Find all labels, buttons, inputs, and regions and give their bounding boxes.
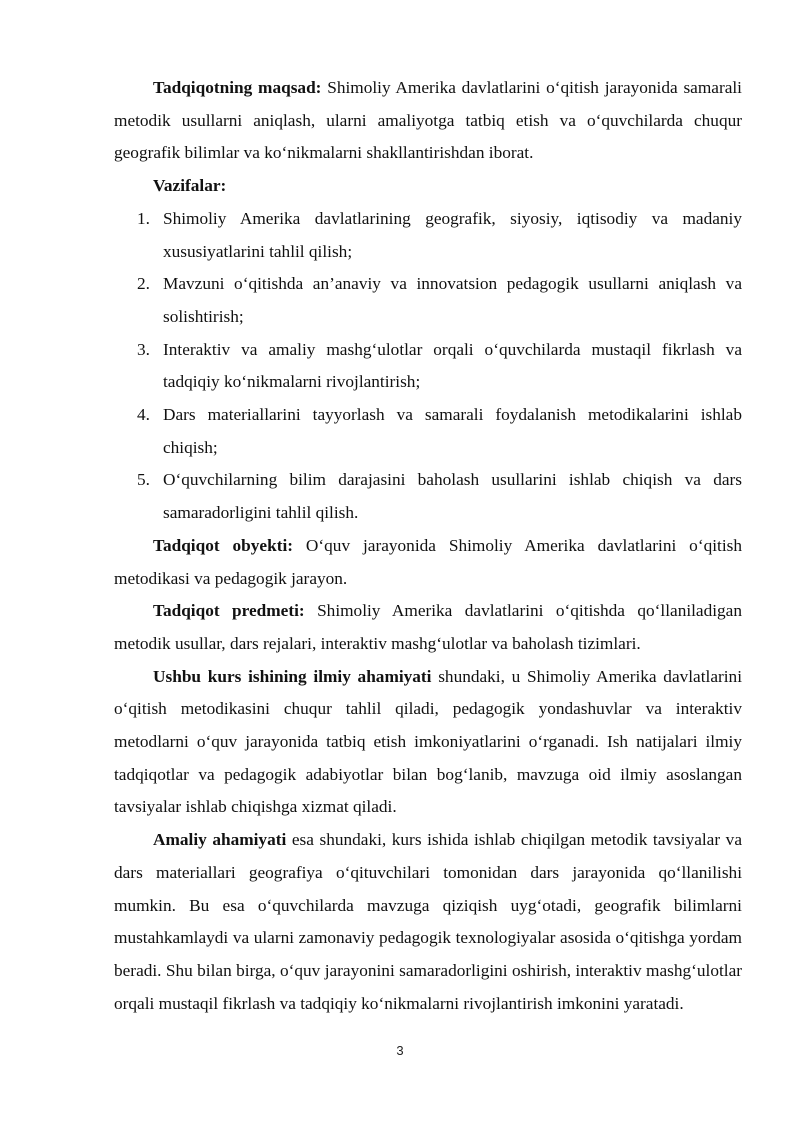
purpose-paragraph	[114, 72, 742, 170]
list-item-number: 2.	[137, 274, 150, 294]
list-item	[114, 464, 742, 529]
practical-significance-paragraph	[114, 824, 742, 1020]
subject-label: Tadqiqot predmeti:	[153, 601, 305, 621]
list-item-number: 5.	[137, 470, 150, 490]
practical-significance-label: Amaliy ahamiyati	[153, 830, 287, 850]
list-item	[114, 334, 742, 399]
subject-text: Shimoliy Amerika davlatlarini o‘qitishda qo‘llaniladigan metodik usullar, dars rejalari, interaktiv mashg‘ulotlar va baholash tizimlari.	[114, 601, 742, 653]
scientific-significance-paragraph	[114, 661, 742, 825]
object-text: O‘quv jarayonida Shimoliy Amerika davlatlarini o‘qitish metodikasi va pedagogik jarayon.	[114, 535, 742, 588]
list-item-number: 3.	[137, 339, 150, 359]
scientific-significance-text: shundaki, u Shimoliy Amerika davlatlarini o‘qitish metodikasini chuqur tahlil qiladi, pedagogik yondashuvlar va interaktiv metodlarni o‘quv jarayonida tatbiq etish imkoniyatlarini o‘rganadi. Ish natijalari ilmiy tadqiqotlar va pedagogik adabiyotlar bilan bog‘lanib, mavzuga oid ilmiy asoslangan tavsiyalar ishlab chiqishga xizmat qiladi.	[114, 666, 742, 817]
purpose-label: Tadqiqotning maqsad:	[153, 78, 322, 97]
purpose-text: Shimoliy Amerika davlatlarini o‘qitish jarayonida samarali metodik usullarni aniqlash, ularni amaliyotga tatbiq etish va o‘quvchilarda chuqur geografik bilimlar va ko‘nikmalarni shakllantirishdan iborat.	[114, 78, 742, 163]
tasks-heading: Vazifalar:	[153, 176, 227, 196]
list-item-text: Dars materiallarini tayyorlash va samarali foydalanish metodikalarini ishlab chiqish;	[163, 405, 742, 457]
tasks-list	[114, 203, 742, 530]
list-item-number: 4.	[137, 405, 150, 425]
list-item-text: O‘quvchilarning bilim darajasini baholash usullarini ishlab chiqish va dars samaradorligini tahlil qilish.	[163, 470, 742, 523]
list-item-text: Interaktiv va amaliy mashg‘ulotlar orqali o‘quvchilarda mustaqil fikrlash va tadqiqiy ko‘nikmalarni rivojlantirish;	[163, 339, 742, 392]
list-item-number: 1.	[137, 208, 150, 228]
scientific-significance-label: Ushbu kurs ishining ilmiy ahamiyati	[153, 666, 432, 686]
subject-paragraph	[114, 595, 742, 660]
object-label: Tadqiqot obyekti:	[153, 535, 294, 555]
list-item	[114, 203, 742, 268]
list-item	[114, 399, 742, 464]
list-item	[114, 268, 742, 333]
page-number: 3	[396, 1043, 404, 1058]
practical-significance-text: esa shundaki, kurs ishida ishlab chiqilgan metodik tavsiyalar va dars materiallari geografiya o‘qituvchilari tomonidan dars jarayonida qo‘llanilishi mumkin. Bu esa o‘quvchilarda mavzuga qiziqish uyg‘otadi, geografik bilimlarni mustahkamlaydi va ularni zamonaviy pedagogik texnologiyalar asosida o‘qitishga yordam beradi. Shu bilan birga, o‘quv jarayonini samaradorligini oshirish, interaktiv mashg‘ulotlar orqali mustaqil fikrlash va tadqiqiy ko‘nikmalarni rivojlantirish imkonini yaratadi.	[114, 830, 742, 1013]
list-item-text: Shimoliy Amerika davlatlarining geografik, siyosiy, iqtisodiy va madaniy xususiyatlarini tahlil qilish;	[163, 208, 742, 261]
list-item-text: Mavzuni o‘qitishda an’anaviy va innovatsion pedagogik usullarni aniqlash va solishtirish;	[163, 274, 742, 326]
object-paragraph	[114, 530, 742, 595]
